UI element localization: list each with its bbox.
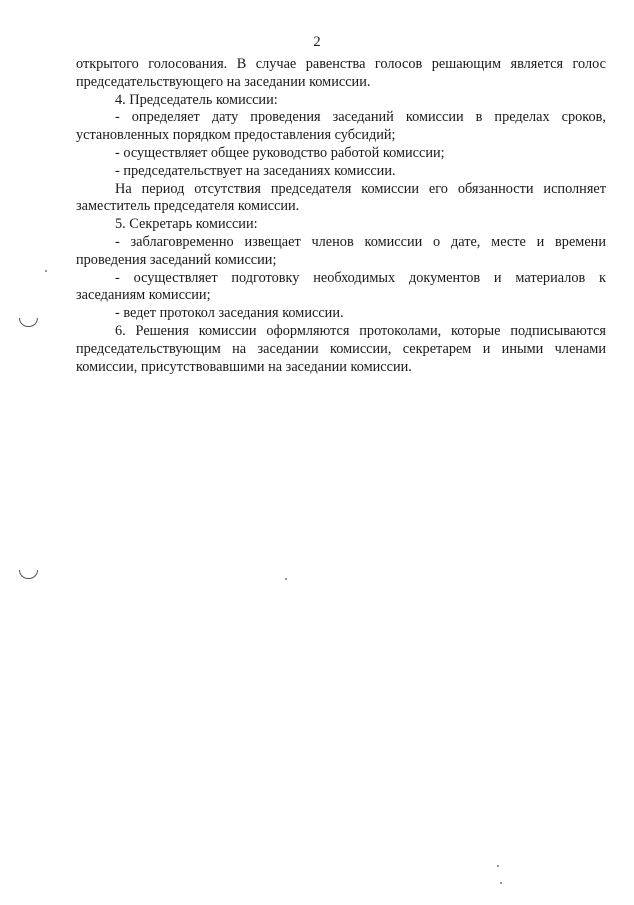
section-heading: 6. Решения комиссии оформляются протоколами, которые подписываются председательствующим на заседании комиссии, секретарем и иными членами комиссии, присутствовавшими на заседании комиссии.	[76, 322, 606, 375]
list-item: - осуществляет подготовку необходимых документов и материалов к заседаниям комиссии;	[76, 269, 606, 304]
paragraph: открытого голосования. В случае равенства голосов решающим является голос председательствующего на заседании комиссии.	[76, 56, 606, 90]
punch-hole-mark	[19, 318, 38, 327]
paragraph: На период отсутствия председателя комиссии его обязанности исполняет заместитель председателя комиссии.	[76, 180, 606, 215]
scan-speck	[285, 578, 287, 580]
section-heading: 4. Председатель комиссии:	[115, 91, 278, 108]
section-heading: 5. Секретарь комиссии:	[115, 216, 258, 233]
scan-speck	[497, 865, 499, 867]
document-body	[76, 56, 606, 376]
page-number: 2	[313, 34, 321, 50]
list-item: - председательствует на заседаниях комиссии.	[115, 162, 396, 179]
list-item: - ведет протокол заседания комиссии.	[115, 305, 344, 322]
scan-speck	[500, 882, 502, 884]
list-item: - заблаговременно извещает членов комиссии о дате, месте и времени проведения заседаний комиссии;	[76, 233, 606, 268]
list-item: - определяет дату проведения заседаний комиссии в пределах сроков, установленных порядком предоставления субсидий;	[76, 109, 606, 144]
scan-speck	[45, 270, 47, 272]
list-item: - осуществляет общее руководство работой комиссии;	[115, 144, 445, 161]
punch-hole-mark	[19, 570, 38, 579]
